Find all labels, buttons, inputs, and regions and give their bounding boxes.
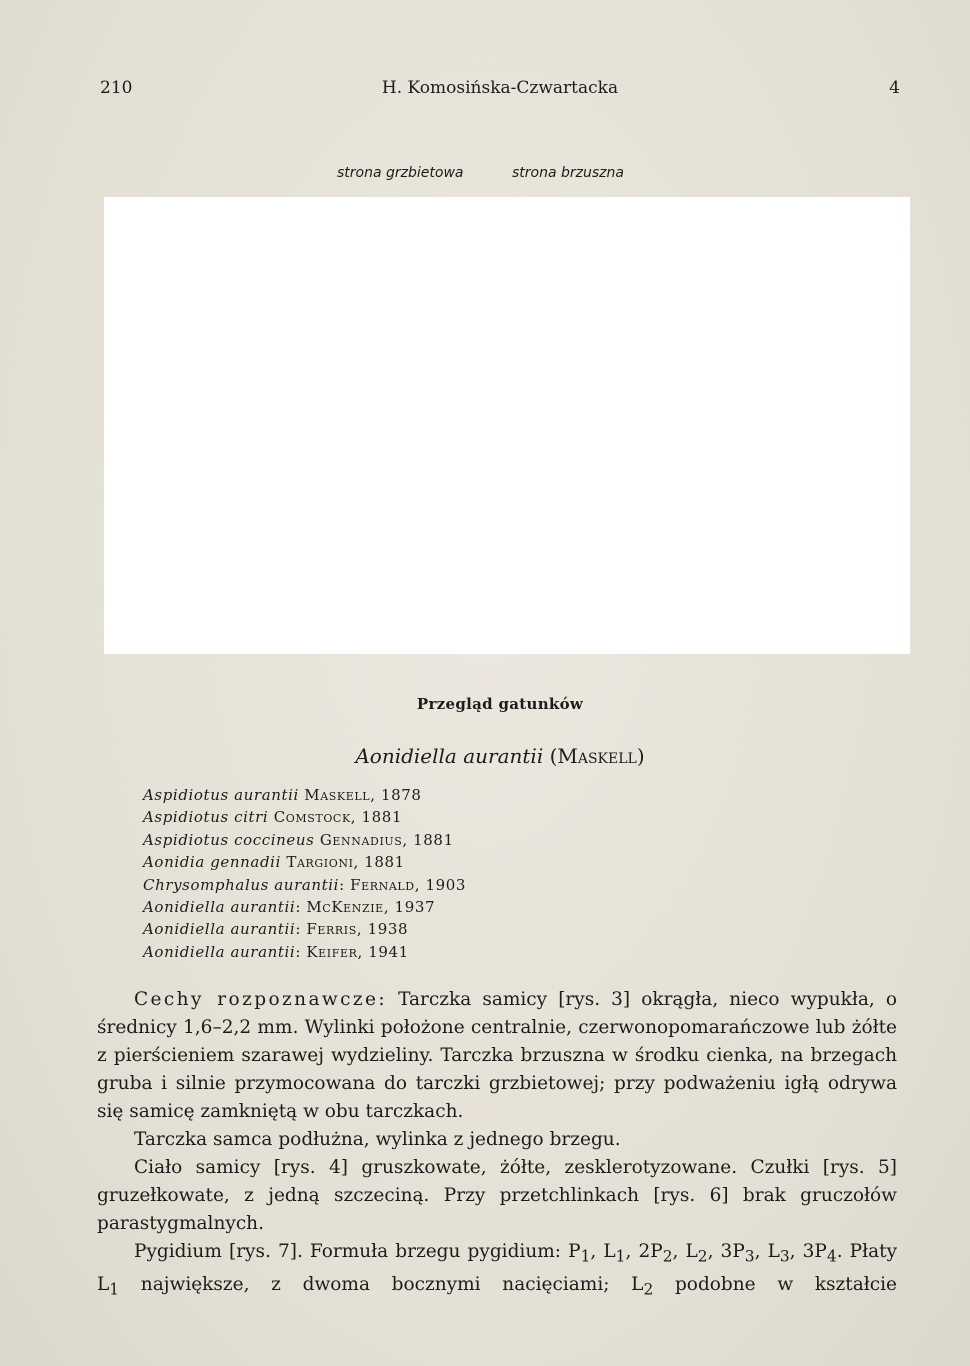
synonym-separator: : [339,875,351,894]
synonym-name: Aonidiella aurantii [143,897,296,916]
synonym-year: , 1881 [402,830,454,849]
synonym-entry [143,806,843,828]
synonym-author: Comstock [273,808,351,827]
section-heading: Przegląd gatunków [416,695,584,713]
synonym-entry [143,784,843,806]
figure-label-ventral: strona brzuszna [512,165,624,181]
author-header: H. Komosińska-Czwartacka [381,78,619,98]
paragraph-pygidium [97,1238,897,1303]
pygidium-text: Pygidium [rys. 7]. Formuła brzegu pygidium: P [134,1241,581,1262]
species-name: Aonidiella aurantii [355,744,544,768]
pygidium-text: . Płaty L [97,1241,898,1295]
male-scale-text: Tarczka samca podłużna, wylinka z jednego brzegu. [134,1129,621,1150]
pygidium-text: , L [754,1241,780,1262]
pygidium-text: , 2P [625,1241,663,1262]
synonym-entry [143,829,843,851]
synonym-year: , 1941 [357,942,409,961]
synonym-author: Maskell [304,786,371,804]
synonym-year: , 1878 [370,786,422,804]
synonym-list [143,784,843,963]
figure-label-dorsal: strona grzbietowa [337,165,464,181]
synonym-year: , 1881 [350,808,403,827]
subscript: 1 [580,1247,591,1266]
subscript: 1 [615,1247,626,1266]
pygidium-text: , 3P [789,1241,827,1262]
synonym-author: Targioni [286,853,354,872]
synonym-name: Aonidiella aurantii [143,920,296,939]
paragraph-male-scale [97,1126,897,1154]
synonym-separator: : [295,942,307,961]
synonym-name: Aspidiotus coccineus [143,830,315,849]
synonym-name: Aonidiella aurantii [143,942,296,961]
running-head [100,78,900,102]
pygidium-text: , L [672,1241,698,1262]
species-author: (Maskell) [549,744,645,768]
synonym-author: McKenzie [306,897,384,916]
subscript: 1 [109,1280,120,1299]
synonym-author: Gennadius [319,830,403,849]
body-text [97,986,897,1303]
synonym-entry [143,896,843,918]
synonym-name: Aspidiotus citri [143,808,269,827]
synonym-year: , 1903 [414,875,467,894]
pygidium-text: , L [590,1241,616,1262]
paragraph-diagnostic [97,986,897,1126]
synonym-year: , 1938 [356,920,409,939]
synonym-author: Fernald [350,875,415,894]
synonym-entry [143,941,843,963]
species-title [0,744,970,768]
subscript: 3 [744,1247,755,1266]
synonym-name: Chrysomphalus aurantii [143,875,340,894]
subscript: 2 [643,1280,654,1299]
pygidium-text: , 3P [707,1241,745,1262]
paragraph-female-body [97,1154,897,1238]
female-body-text: Ciało samicy [rys. 4] gruszkowate, żółte, zesklerotyzowane. Czułki [rys. 5] gruzełkowate, z jedną szczeciną. Przy przetchlinkach [rys. 6] brak gruczołów parastygmalnych. [97,1157,897,1234]
diagnostic-lead: Cechy rozpoznawcze: [134,989,388,1010]
synonym-year: , 1937 [383,897,436,916]
synonym-entry [143,874,843,896]
synonym-separator: : [295,897,307,916]
synonym-name: Aspidiotus aurantii [143,786,299,804]
subscript: 2 [697,1247,708,1266]
synonym-entry [143,851,843,873]
subscript: 4 [826,1247,837,1266]
synonym-year: , 1881 [353,853,405,872]
section-number: 4 [889,78,900,98]
page-number: 210 [100,78,133,98]
synonym-author: Keifer [306,942,358,961]
diagnostic-text: Tarczka samicy [rys. 3] okrągła, nieco wypukła, o średnicy 1,6–2,2 mm. Wylinki położone centralnie, czerwonopomarańczowe lub żółte z pierścieniem szarawej wydzieliny. Tarczka brzuszna w środku cienka, na brzegach gruba i silnie przymocowana do tarczki grzbietowej; przy podważeniu igłą odrywa się samicę zamkniętą w obu tarczkach. [97,989,898,1122]
pygidium-text: największe, z dwoma bocznymi nacięciami; L [119,1273,644,1295]
synonym-author: Ferris [306,920,357,939]
synonym-entry [143,918,843,940]
synonym-separator: : [295,920,307,939]
subscript: 3 [779,1247,790,1266]
synonym-name: Aonidia gennadii [143,853,281,872]
pygidium-text: podobne w kształcie [653,1273,897,1295]
subscript: 2 [662,1247,673,1266]
figure-area [104,197,910,654]
